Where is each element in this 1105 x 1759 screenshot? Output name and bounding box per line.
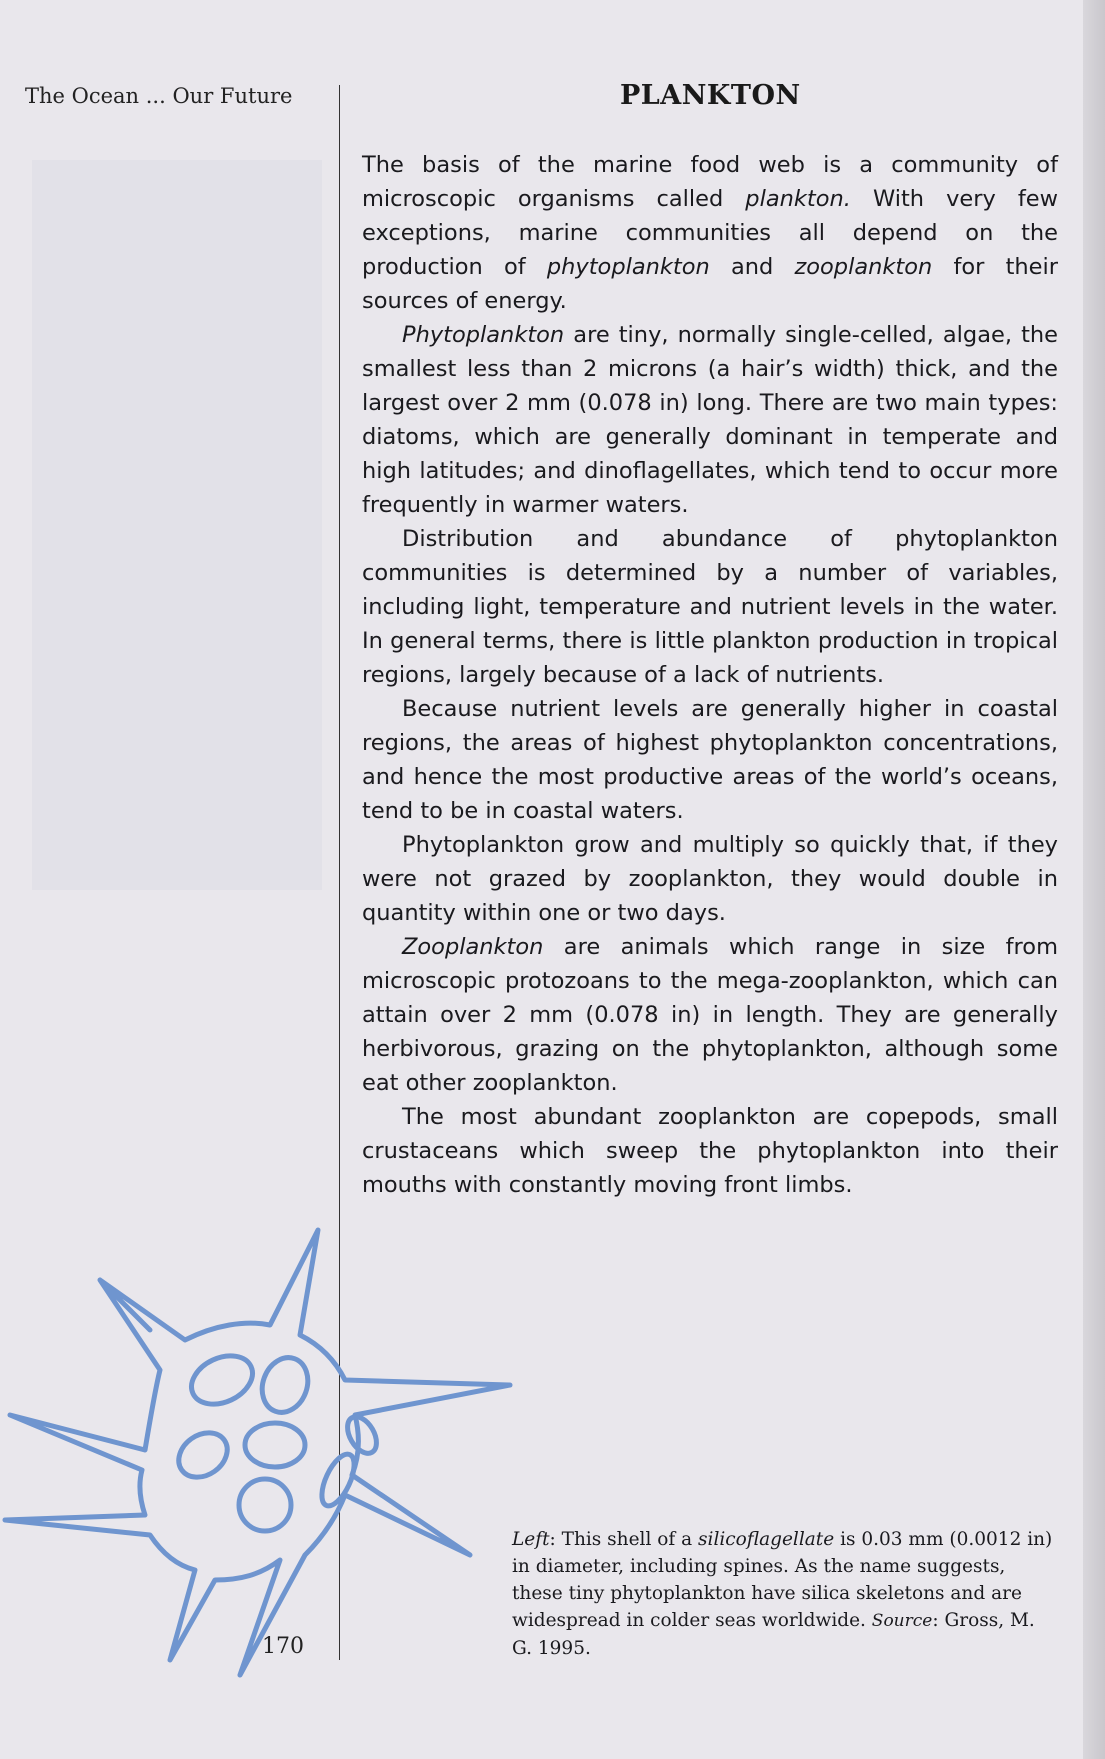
paragraph-6 (362, 930, 1058, 1100)
term-zooplankton: Zooplankton (402, 934, 544, 960)
paragraph-3: Distribution and abundance of phytoplankton communities is determined by a number of variables, including light, temperature and nutrient levels in the water. In general terms, there is little plankton production in tropical regions, largely because of a lack of nutrients. (362, 526, 1058, 688)
text-span: The basis of the marine food web is a community of microscopic organisms called (362, 152, 1058, 212)
text-span: and (709, 254, 795, 280)
shell-window (255, 1351, 315, 1419)
term-silicoflagellate: silicoflagellate (698, 1529, 835, 1550)
shell-window (239, 1479, 291, 1531)
paragraph-7: The most abundant zooplankton are copepods, small crustaceans which sweep the phytoplankton into their mouths with constantly moving front limbs. (362, 1104, 1058, 1198)
text-span: : This shell of a (549, 1529, 699, 1550)
paragraph-2 (362, 318, 1058, 522)
term-zooplankton: zooplankton (794, 254, 933, 280)
body-text (362, 148, 1058, 1202)
term-phytoplankton: phytoplankton (546, 254, 710, 280)
figure-caption (512, 1526, 1057, 1662)
text-span: are tiny, normally single-celled, algae, the smallest less than 2 microns (a hair’s width) thick, and the largest over 2 mm (0.078 in) long. There are two main types: diatoms, which are generally dominant in temperate and high latitudes; and dinoflagellates, which tend to occur more frequently in warmer waters. (362, 322, 1058, 518)
page-title: PLANKTON (620, 80, 801, 111)
text-span: are animals which range in size from microscopic protozoans to the mega-zooplankton, which can attain over 2 mm (0.078 in) in length. They are generally herbivorous, grazing on the phytoplankton, although some eat other zooplankton. (362, 934, 1058, 1096)
shell-outline (5, 1230, 510, 1675)
running-title: The Ocean ... Our Future (25, 84, 293, 108)
text-span: for their sources of energy. (362, 254, 1059, 314)
text-span: is 0.03 mm (0.0012 in) in diameter, including spines. As the name suggests, these tiny phytoplankton have silica skeletons and are widespread in colder seas worldwide. (512, 1529, 1053, 1631)
shell-window (170, 1424, 236, 1487)
text-span: With very few exceptions, marine communities all depend on the production of (362, 186, 1058, 280)
source-label: Source (871, 1611, 933, 1631)
shell-window (245, 1423, 305, 1467)
paragraph-1 (362, 148, 1058, 318)
page-edge (1083, 0, 1105, 1759)
silicoflagellate-illustration (0, 1220, 560, 1680)
shell-window (184, 1347, 261, 1414)
source-text: : Gross, M. G. 1995. (512, 1610, 1035, 1659)
paragraph-4: Because nutrient levels are generally higher in coastal regions, the areas of highest phytoplankton concentrations, and hence the most productive areas of the world’s oceans, tend to be in coastal waters. (362, 696, 1058, 824)
term-phytoplankton: Phytoplankton (402, 322, 565, 348)
caption-lead: Left (512, 1529, 550, 1550)
page-number: 170 (262, 1634, 304, 1659)
bleed-through-panel (32, 160, 322, 890)
term-plankton: plankton. (745, 186, 851, 212)
shell-window (342, 1412, 383, 1459)
paragraph-5: Phytoplankton grow and multiply so quickly that, if they were not grazed by zooplankton, they would double in quantity within one or two days. (362, 832, 1058, 926)
